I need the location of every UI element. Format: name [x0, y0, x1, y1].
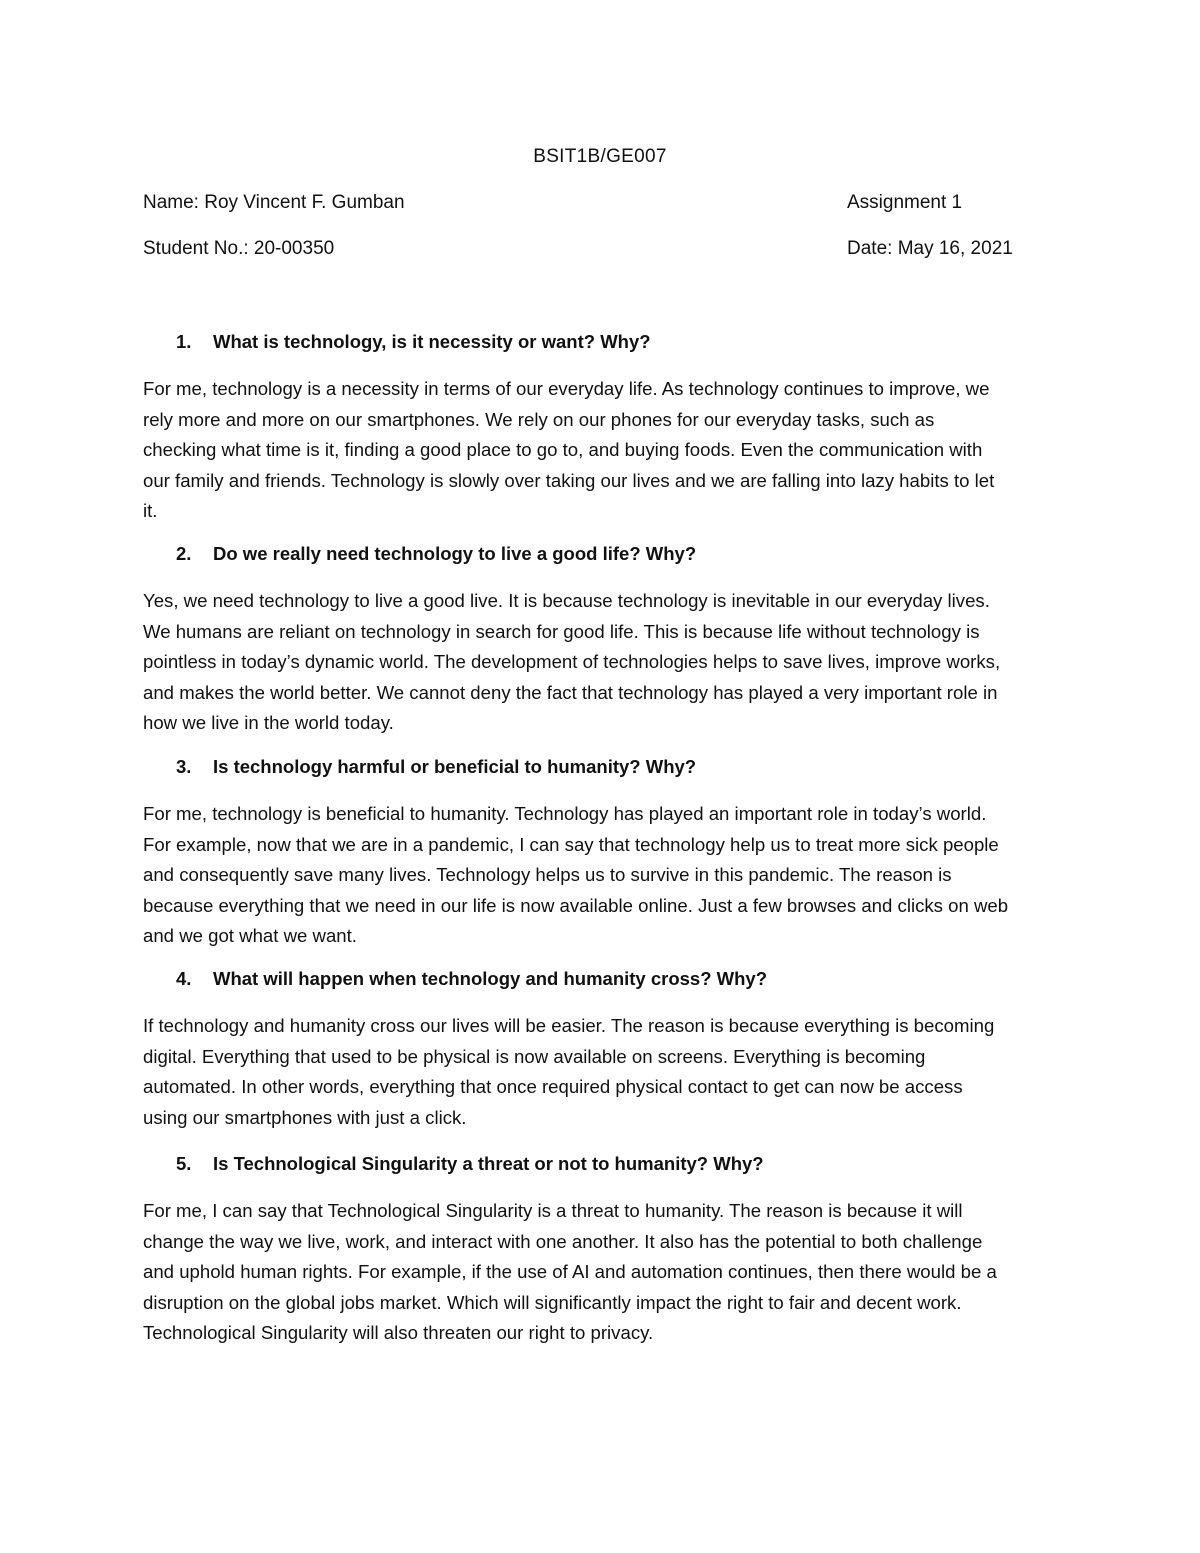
- question-number: 4.: [176, 968, 192, 989]
- question-heading-2: [143, 542, 1063, 566]
- answer-line: For me, technology is a necessity in terms of our everyday life. As technology continues to improve, we: [143, 378, 990, 399]
- answer-paragraph-4: [143, 1011, 1063, 1133]
- question-heading-3: [143, 755, 1063, 779]
- answer-line: it.: [143, 500, 158, 522]
- question-heading-1: [143, 330, 1063, 354]
- answer-line: rely more and more on our smartphones. We rely on our phones for our everyday tasks, such as: [143, 408, 935, 430]
- question-block-4: [143, 967, 1063, 1133]
- course-code: BSIT1B/GE007: [533, 146, 667, 167]
- question-block-5: [143, 1152, 1063, 1349]
- answer-line: For me, I can say that Technological Singularity is a threat to humanity. The reason is because it will: [143, 1200, 963, 1221]
- answer-line: how we live in the world today.: [143, 712, 394, 734]
- question-heading-4: [143, 967, 1063, 991]
- answer-line: disruption on the global jobs market. Which will significantly impact the right to fair and decent work.: [143, 1291, 962, 1313]
- answer-line: pointless in today’s dynamic world. The development of technologies helps to save lives, improve works,: [143, 651, 1001, 673]
- student-name: Name: Roy Vincent F. Gumban: [143, 192, 405, 213]
- answer-paragraph-2: [143, 586, 1063, 739]
- question-block-3: [143, 755, 1063, 952]
- assignment-label: Assignment 1: [847, 192, 963, 213]
- answer-line: We humans are reliant on technology in search for good life. This is because life without technology is: [143, 620, 980, 642]
- answer-line: digital. Everything that used to be physical is now available on screens. Everything is becoming: [143, 1045, 926, 1067]
- question-number: 5.: [176, 1153, 192, 1174]
- question-block-1: [143, 330, 1063, 527]
- answer-line: For me, technology is beneficial to humanity. Technology has played an important role in today’s world.: [143, 803, 987, 824]
- answer-line: our family and friends. Technology is slowly over taking our lives and we are falling into lazy habits to let: [143, 469, 995, 491]
- question-number: 3.: [176, 756, 192, 777]
- answer-line: and uphold human rights. For example, if the use of AI and automation continues, then there would be a: [143, 1261, 997, 1283]
- answer-line: If technology and humanity cross our lives will be easier. The reason is because everything is becoming: [143, 1015, 995, 1036]
- question-heading-5: [143, 1152, 1063, 1176]
- answer-line: For example, now that we are in a pandemic, I can say that technology help us to treat more sick people: [143, 833, 999, 855]
- answer-paragraph-5: [143, 1196, 1063, 1349]
- answer-line: and we got what we want.: [143, 925, 357, 947]
- question-number: 1.: [176, 331, 192, 352]
- answer-line: using our smartphones with just a click.: [143, 1106, 467, 1128]
- answer-line: Yes, we need technology to live a good live. It is because technology is inevitable in our everyday lives.: [143, 590, 990, 611]
- question-block-2: [143, 542, 1063, 739]
- question-text: Is Technological Singularity a threat or not to humanity? Why?: [213, 1153, 764, 1174]
- answer-line: because everything that we need in our life is now available online. Just a few browses and clicks on web: [143, 894, 1009, 916]
- question-number: 2.: [176, 543, 192, 564]
- answer-line: and consequently save many lives. Technology helps us to survive in this pandemic. The reason is: [143, 864, 952, 886]
- answer-line: checking what time is it, finding a good place to go to, and buying foods. Even the communication with: [143, 439, 983, 461]
- question-text: Is technology harmful or beneficial to humanity? Why?: [213, 756, 697, 777]
- question-text: What will happen when technology and humanity cross? Why?: [213, 968, 768, 989]
- date-label: Date: May 16, 2021: [847, 238, 1013, 259]
- question-text: Do we really need technology to live a good life? Why?: [213, 543, 697, 564]
- answer-line: Technological Singularity will also threaten our right to privacy.: [143, 1322, 654, 1344]
- answer-paragraph-1: [143, 374, 1063, 527]
- answer-paragraph-3: [143, 799, 1063, 952]
- question-text: What is technology, is it necessity or want? Why?: [213, 331, 651, 352]
- answer-line: change the way we live, work, and interact with one another. It also has the potential to both challenge: [143, 1230, 983, 1252]
- answer-line: and makes the world better. We cannot deny the fact that technology has played a very important role in: [143, 681, 998, 703]
- answer-line: automated. In other words, everything that once required physical contact to get can now be access: [143, 1076, 963, 1098]
- student-number: Student No.: 20-00350: [143, 238, 335, 259]
